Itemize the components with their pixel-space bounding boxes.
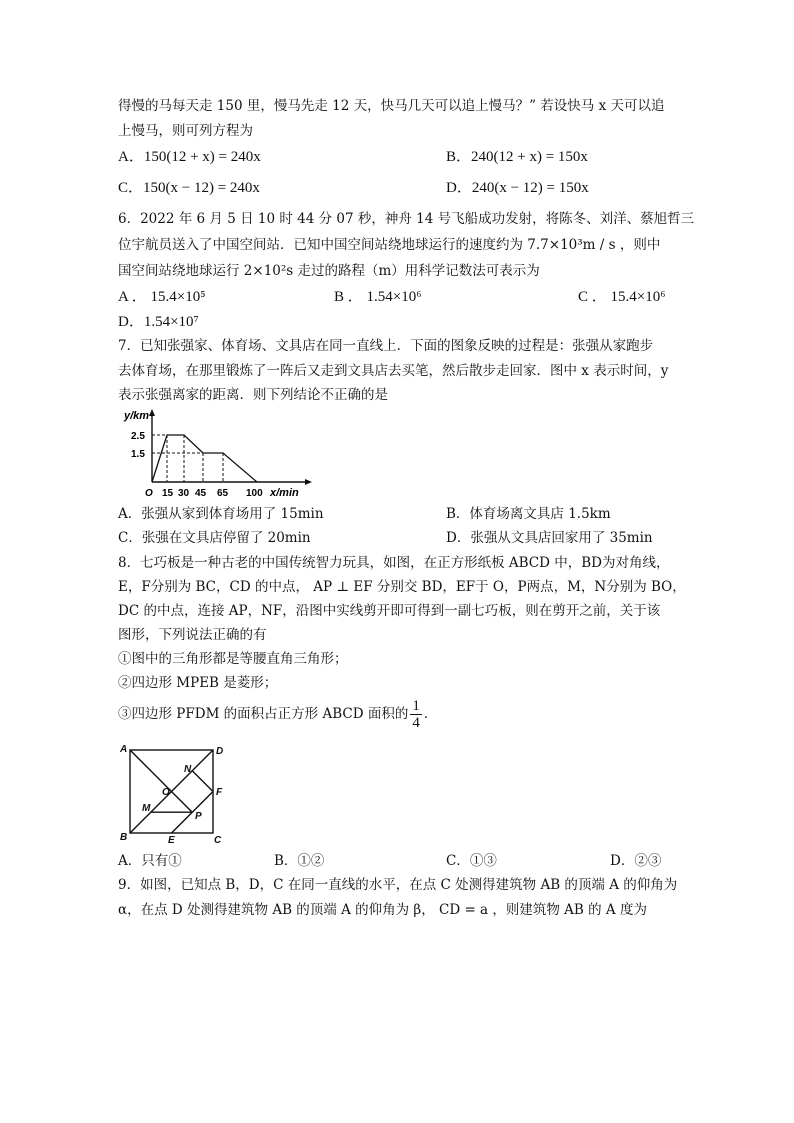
q9-line1: 9．如图，已知点 B，D，C 在同一直线的水平，在点 C 处测得建筑物 AB 的顶端 A 的仰角为 bbox=[118, 877, 678, 893]
point-o-label: O bbox=[162, 787, 170, 798]
tangram-figure bbox=[118, 742, 238, 847]
point-p-label: P bbox=[195, 811, 202, 822]
distance-time-graph bbox=[118, 405, 318, 500]
q7-line2: 去体育场，在那里锻炼了一阵后又走到文具店去买笔，然后散步走回家．图中 x 表示时间，y bbox=[118, 363, 669, 379]
graph-ytick-1.5: 1.5 bbox=[131, 449, 145, 460]
q8-option-c: C．①③ bbox=[446, 853, 497, 869]
q6-line3: 国空间站绕地球运行 2×10²s 走过的路程（m）用科学记数法可表示为 bbox=[118, 263, 540, 279]
q6-line1: 6．2022 年 6 月 5 日 10 时 44 分 07 秒，神舟 14 号飞船成功发射，将陈冬、刘洋、蔡旭哲三 bbox=[118, 211, 695, 227]
q8-line4: 图形，下列说法正确的有 bbox=[118, 627, 267, 643]
q8-statement-1: ①图中的三角形都是等腰直角三角形； bbox=[118, 651, 348, 667]
q8-statement-2: ②四边形 MPEB 是菱形； bbox=[118, 675, 278, 691]
point-m-label: M bbox=[142, 803, 151, 814]
q6-line2: 位宇航员送入了中国空间站．已知中国空间站绕地球运行的速度约为 7.7×10³m / s ，则中 bbox=[118, 237, 661, 253]
q7-option-a: A．张强从家到体育场用了 15min bbox=[118, 506, 324, 522]
q5-line1: 得慢的马每天走 150 里，慢马先走 12 天，快马几天可以追上慢马？” 若设快马 x 天可以追 bbox=[118, 98, 665, 114]
q6-option-a: A ． 15.4×10⁵ bbox=[118, 289, 206, 305]
q8-statement-3-end: ． bbox=[423, 706, 438, 722]
q7-line1: 7．已知张强家、体育场、文具店在同一直线上．下面的图象反映的过程是：张强从家跑步 bbox=[118, 338, 654, 354]
q6-option-b: B ． 1.54×10⁶ bbox=[334, 289, 422, 305]
q5-option-b: B．240(12 + x) = 150x bbox=[446, 149, 588, 165]
q8-option-b: B．①② bbox=[274, 853, 325, 869]
graph-xtick-45: 45 bbox=[195, 488, 207, 499]
point-b-label: B bbox=[120, 832, 128, 843]
point-e-label: E bbox=[168, 835, 175, 846]
q8-line2: E，F分别为 BC，CD 的中点， AP ⊥ EF 分别交 BD，EF于 O，P两点，M，N分别为 BO， bbox=[118, 579, 686, 595]
graph-ytick-2.5: 2.5 bbox=[131, 431, 145, 442]
q7-line3: 表示张强离家的距离．则下列结论不正确的是 bbox=[118, 387, 388, 403]
graph-xtick-100: 100 bbox=[246, 488, 263, 499]
point-a-label: A bbox=[120, 744, 128, 755]
graph-xtick-15: 15 bbox=[162, 488, 174, 499]
q9-line2: α，在点 D 处测得建筑物 AB 的顶端 A 的仰角为 β， CD = a ，则建筑物 AB 的 A 度为 bbox=[118, 902, 647, 918]
q8-line1: 8．七巧板是一种古老的中国传统智力玩具，如图，在正方形纸板 ABCD 中，BD为对角线， bbox=[118, 555, 670, 571]
q5-line2: 上慢马，则可列方程为 bbox=[118, 123, 253, 139]
graph-x-label: x/min bbox=[270, 487, 299, 499]
point-f-label: F bbox=[216, 787, 223, 798]
graph-origin: O bbox=[145, 488, 153, 499]
q8-line3: DC 的中点，连接 AP，NF，沿图中实线剪开即可得到一副七巧板，则在剪开之前，关于该 bbox=[118, 603, 661, 619]
q5-option-a: A．150(12 + x) = 240x bbox=[118, 149, 261, 165]
q8-option-a: A．只有① bbox=[118, 853, 182, 869]
graph-xtick-30: 30 bbox=[178, 488, 190, 499]
graph-xtick-65: 65 bbox=[217, 488, 229, 499]
fraction-denominator: 4 bbox=[412, 715, 420, 731]
q6-option-d: D．1.54×10⁷ bbox=[118, 314, 199, 330]
point-d-label: D bbox=[216, 746, 224, 757]
q7-option-d: D．张强从文具店回家用了 35min bbox=[446, 530, 653, 546]
q7-option-c: C．张强在文具店停留了 20min bbox=[118, 530, 311, 546]
point-n-label: N bbox=[184, 764, 192, 775]
fraction-numerator: 1 bbox=[412, 698, 420, 714]
q8-statement-3 bbox=[118, 697, 437, 731]
q7-option-b: B．体育场离文具店 1.5km bbox=[446, 506, 611, 522]
graph-y-label: y/km bbox=[124, 410, 150, 422]
q8-statement-3-text: ③四边形 PFDM 的面积占正方形 ABCD 面积的 bbox=[118, 706, 409, 722]
point-c-label: C bbox=[214, 835, 222, 846]
q5-option-c: C．150(x − 12) = 240x bbox=[118, 180, 260, 196]
q6-option-c: C ． 15.4×10⁶ bbox=[578, 289, 666, 305]
fraction-one-quarter bbox=[410, 698, 422, 731]
q8-option-d: D．②③ bbox=[610, 853, 662, 869]
q5-option-d: D．240(x − 12) = 150x bbox=[446, 180, 589, 196]
